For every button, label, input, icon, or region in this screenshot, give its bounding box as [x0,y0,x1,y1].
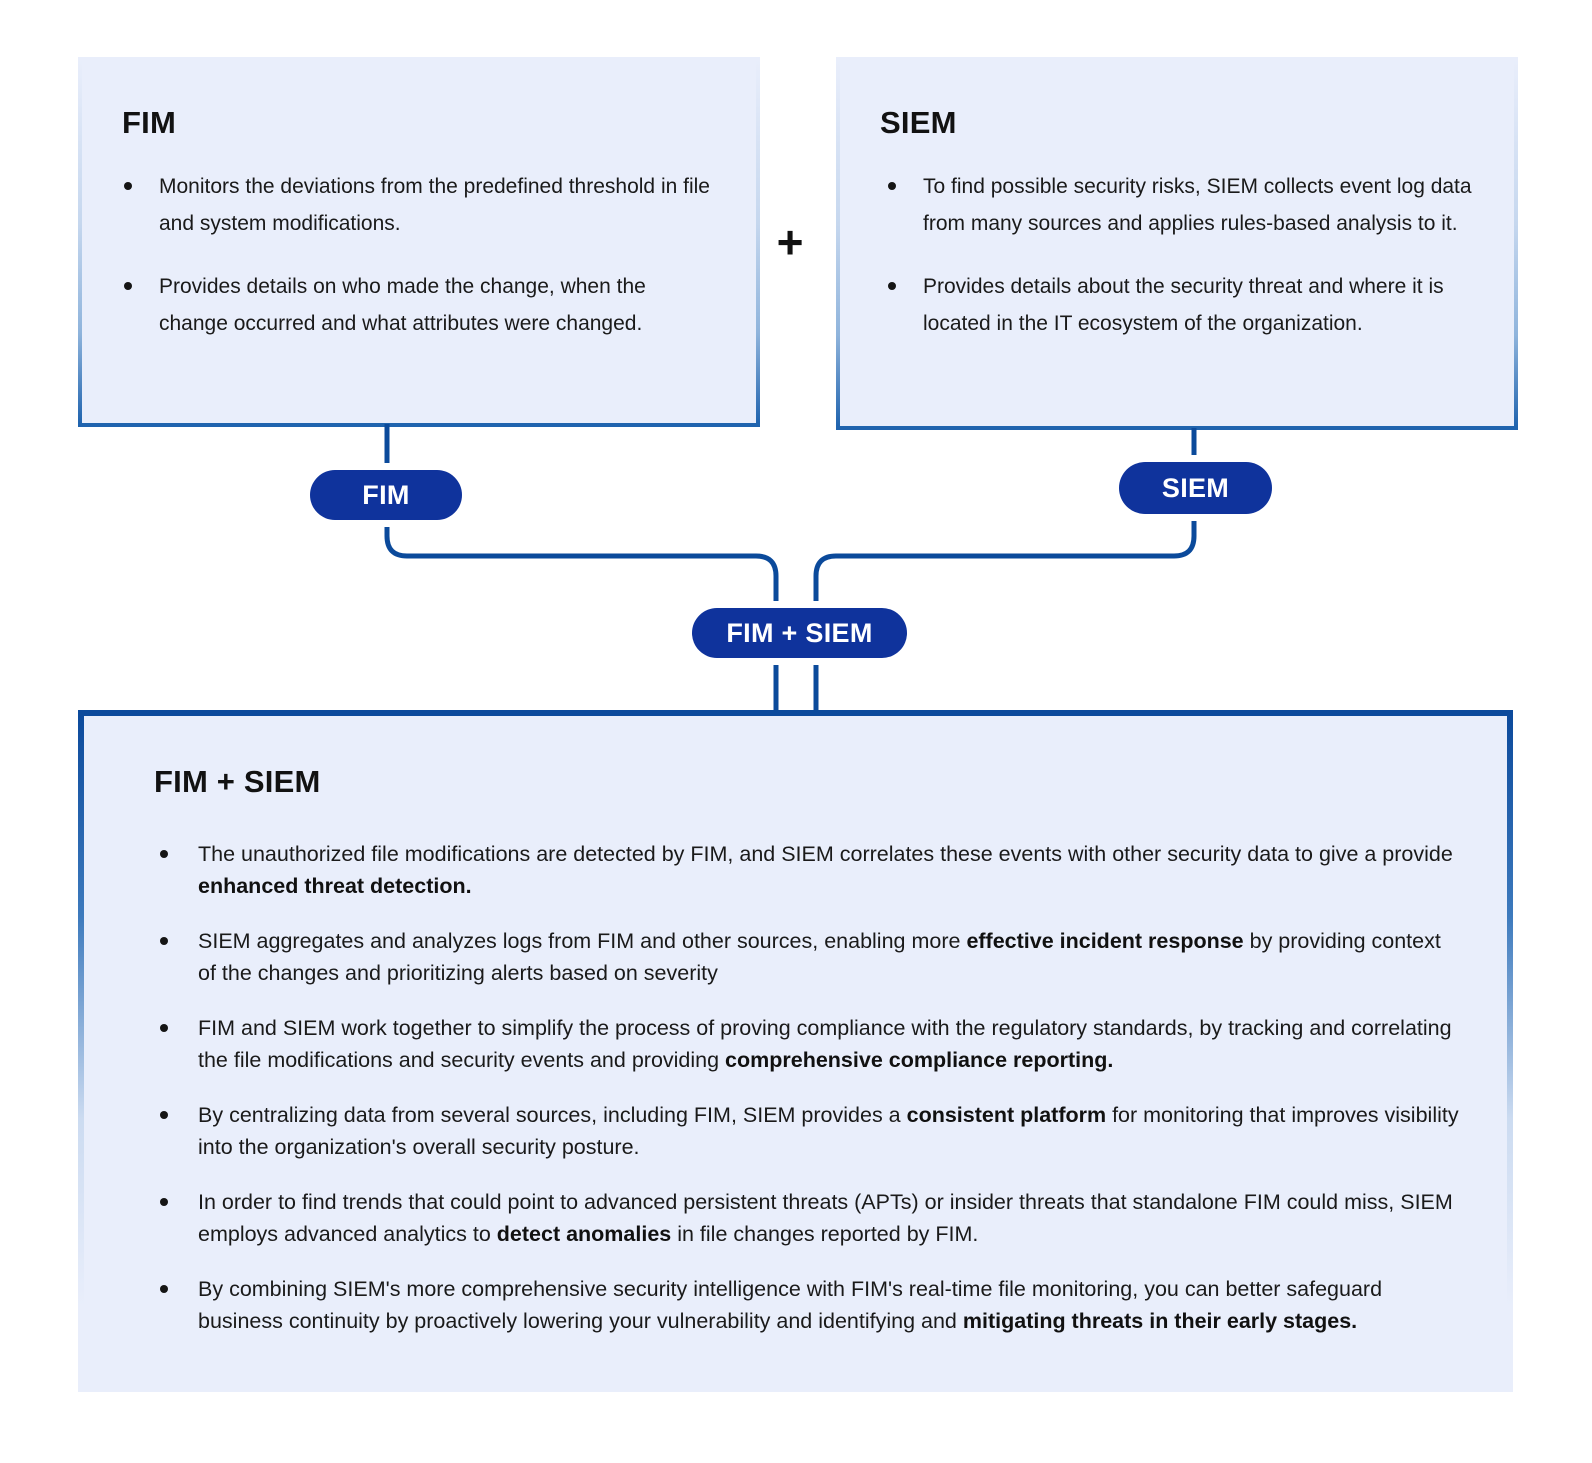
fim-siem-bullet-1-text: The unauthorized file modifications are detected by FIM, and SIEM correlates these events with other security data to give a provide enhanced threat detection. [198,842,1453,898]
fim-siem-box-title: FIM + SIEM [154,764,321,799]
bullet-dot [888,182,896,190]
siem-bullet-list [840,168,1514,342]
fim-siem-bullet-3 [158,1012,1460,1076]
fim-siem-bullet-list [84,838,1507,1337]
siem-box [836,57,1518,430]
bullet-dot [160,1198,168,1206]
fim-siem-bullet-2-text: SIEM aggregates and analyzes logs from FIM and other sources, enabling more effective incident response by providing context of the changes and prioritizing alerts based on severity [198,929,1441,985]
siem-bullet-2 [886,268,1478,342]
fim-siem-bullet-2 [158,925,1460,989]
fim-siem-bullet-6 [158,1273,1460,1337]
siem-pill: SIEM [1119,462,1272,514]
siem-bullet-2-text: Provides details about the security threat and where it is located in the IT ecosystem of the organization. [923,275,1444,335]
bullet-dot [160,937,168,945]
fim-bullet-2-text: Provides details on who made the change, when the change occurred and what attributes were changed. [159,275,646,335]
fim-bullet-list [82,168,756,342]
fim-siem-pill: FIM + SIEM [692,608,907,658]
connector-fimpill-to-combined [387,520,776,608]
bullet-dot [124,182,132,190]
bullet-dot [160,850,168,858]
fim-siem-bullet-6-text: By combining SIEM's more comprehensive security intelligence with FIM's real-time file monitoring, you can better safeguard business continuity by proactively lowering your vulnerability and identifying and mitigating threats in their early stages. [198,1277,1383,1333]
bullet-dot [160,1024,168,1032]
fim-box-title: FIM [122,105,176,140]
fim-siem-bullet-4 [158,1099,1460,1163]
bullet-dot [160,1111,168,1119]
plus-sign: + [776,216,804,268]
bullet-dot [124,282,132,290]
fim-siem-bullet-5 [158,1186,1460,1250]
fim-bullet-1 [122,168,719,242]
bullet-dot [160,1285,168,1293]
siem-bullet-1 [886,168,1478,242]
fim-bullet-1-text: Monitors the deviations from the predefined threshold in file and system modifications. [159,175,710,235]
fim-siem-bullet-5-text: In order to find trends that could point to advanced persistent threats (APTs) or insider threats that standalone FIM could miss, SIEM employs advanced analytics to detect anomalies in file changes reported by FIM. [198,1190,1453,1246]
bullet-dot [888,282,896,290]
fim-pill: FIM [310,470,462,520]
fim-siem-bullet-1 [158,838,1460,902]
fim-bullet-2 [122,268,719,342]
connector-siempill-to-combined [816,514,1194,608]
fim-siem-bullet-3-text: FIM and SIEM work together to simplify the process of proving compliance with the regulatory standards, by tracking and correlating the file modifications and security events and providing comprehensive compliance reporting. [198,1016,1452,1072]
siem-box-title: SIEM [880,105,957,140]
siem-bullet-1-text: To find possible security risks, SIEM collects event log data from many sources and applies rules-based analysis to it. [923,175,1472,235]
fim-box [78,57,760,427]
fim-siem-bullet-4-text: By centralizing data from several sources, including FIM, SIEM provides a consistent platform for monitoring that improves visibility into the organization's overall security posture. [198,1103,1459,1159]
fim-siem-box [78,710,1513,1392]
